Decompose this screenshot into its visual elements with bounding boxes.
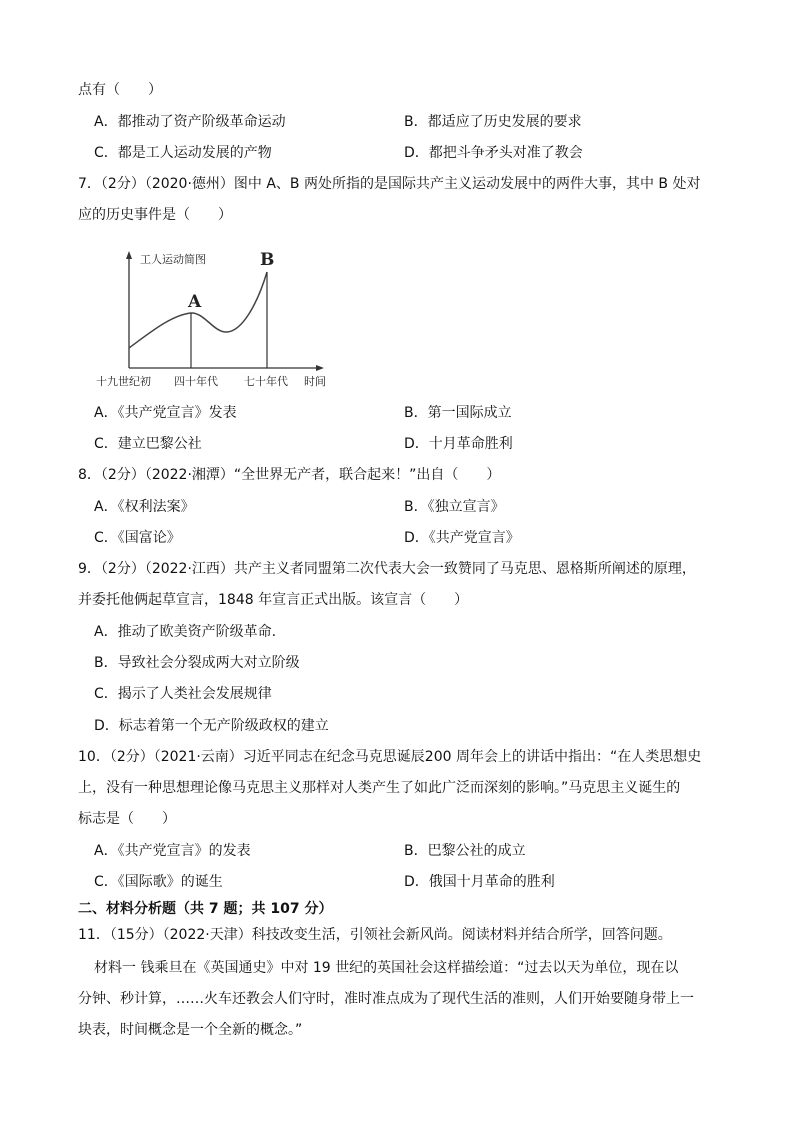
y-axis-label: 工人运动简图: [140, 253, 206, 266]
option-a: A．《权利法案》: [94, 499, 195, 515]
x-tick-label: 十九世纪初: [96, 375, 151, 388]
material-paragraph-continued: 块表，时间概念是一个全新的概念。”: [78, 1022, 303, 1038]
option-a: A．都推动了资产阶级革命运动: [94, 114, 286, 130]
question-stem-continued: 上，没有一种思想理论像马克思主义那样对人类产生了如此广泛而深刻的影响。”马克思主义诞生的: [78, 780, 681, 796]
option-d: D．十月革命胜利: [404, 436, 513, 452]
x-tick-label: 四十年代: [174, 375, 218, 388]
option-b: B．《独立宣言》: [404, 499, 505, 515]
question-stem-continued: 应的历史事件是（ ）: [78, 207, 232, 223]
option-d: D．俄国十月革命的胜利: [404, 874, 555, 890]
section-heading: 二、材料分析题（共 7 题；共 107 分）: [78, 901, 333, 917]
material-paragraph-continued: 分钟、秒计算，……火车还教会人们守时，准时准点成为了现代生活的准则，人们开始要随身带上一: [78, 991, 694, 1007]
point-a-label: A: [188, 292, 202, 312]
option-c: C．《国富论》: [94, 530, 181, 546]
question-stem-continued: 并委托他俩起草宣言，1848 年宣言正式出版。该宣言（ ）: [78, 592, 469, 608]
option-c: C．都是工人运动发展的产物: [94, 145, 272, 161]
option-a: A．推动了欧美资产阶级革命.: [94, 624, 277, 640]
question-stem: 11．（15分）（2022·天津）科技改变生活，引领社会新风尚。阅读材料并结合所学，回答问题。: [78, 927, 672, 943]
option-b: B．都适应了历史发展的要求: [404, 114, 582, 130]
question-stem-continued: 标志是（ ）: [78, 811, 176, 827]
x-axis-arrow: [316, 365, 324, 371]
option-c: C．揭示了人类社会发展规律: [94, 686, 272, 702]
option-b: B．第一国际成立: [404, 405, 512, 421]
x-tick-label: 七十年代: [244, 375, 288, 388]
question-stem: 10．（2分）（2021·云南）习近平同志在纪念马克思诞辰200 周年会上的讲话中指出：“在人类思想史: [78, 749, 702, 765]
question-stem: 9．（2分）（2022·江西）共产主义者同盟第二次代表大会一致赞同了马克思、恩格斯所阐述的原理，: [78, 561, 696, 577]
option-b: B．巴黎公社的成立: [404, 843, 526, 859]
option-a: A．《共产党宣言》的发表: [94, 843, 251, 859]
question-stem: 7．（2分）（2020·德州）图中 A、B 两处所指的是国际共产主义运动发展中的两件大事，其中 B 处对: [78, 176, 701, 192]
option-d: D．《共产党宣言》: [404, 530, 520, 546]
option-a: A．《共产党宣言》发表: [94, 405, 237, 421]
material-paragraph: 材料一 钱乘旦在《英国通史》中对 19 世纪的英国社会这样描绘道：“过去以天为单位，现在以: [94, 960, 679, 976]
question-stem: 8．（2分）（2022·湘潭）“全世界无产者，联合起来！”出自（ ）: [78, 467, 501, 483]
point-b-label: B: [260, 250, 275, 270]
option-c: C．建立巴黎公社: [94, 436, 202, 452]
option-d: D．都把斗争矛头对准了教会: [404, 145, 583, 161]
y-axis-arrow: [126, 251, 132, 259]
option-d: D．标志着第一个无产阶级政权的建立: [94, 718, 329, 734]
question-stem: 点有（ ）: [78, 82, 162, 98]
option-c: C．《国际歌》的诞生: [94, 874, 223, 890]
workers-movement-diagram: [92, 245, 342, 390]
x-axis-label: 时间: [304, 375, 326, 388]
option-b: B．导致社会分裂成两大对立阶级: [94, 655, 300, 671]
